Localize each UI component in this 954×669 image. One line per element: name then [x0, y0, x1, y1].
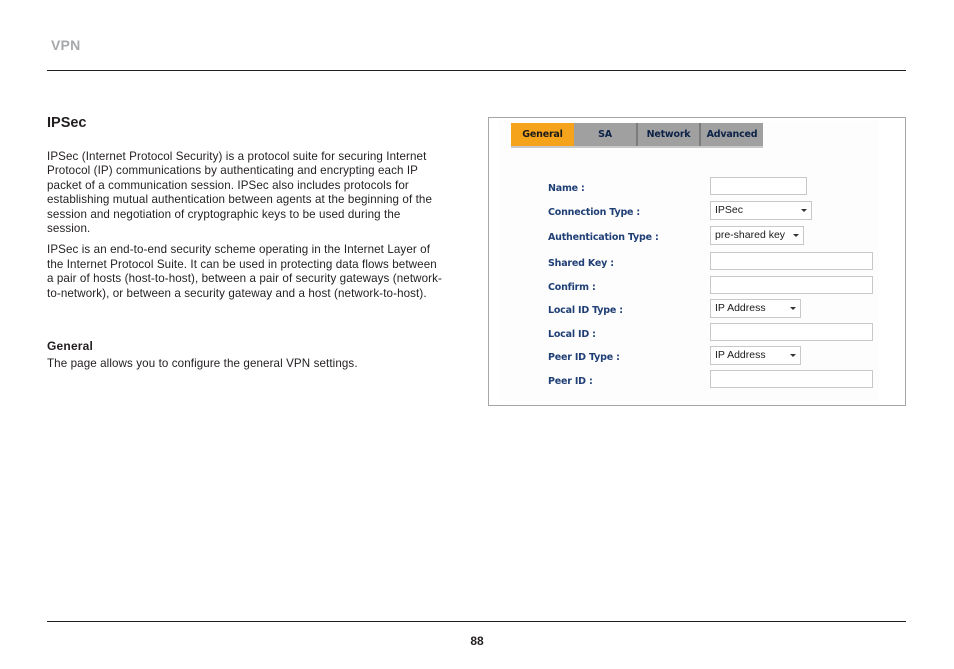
tab-advanced[interactable]: Advanced [701, 123, 763, 146]
authentication-type-value: pre-shared key [715, 229, 786, 241]
shared-key-label: Shared Key : [548, 258, 614, 269]
peer-id-type-value: IP Address [715, 349, 766, 361]
text-column [47, 115, 442, 378]
shared-key-input[interactable] [710, 252, 873, 270]
dropdown-caret-icon [790, 354, 796, 357]
local-id-label: Local ID : [548, 329, 596, 340]
authentication-type-label: Authentication Type : [548, 232, 659, 243]
connection-type-select[interactable] [710, 201, 812, 220]
dropdown-caret-icon [790, 307, 796, 310]
peer-id-input[interactable] [710, 370, 873, 388]
paragraph-2: IPSec is an end-to-end security scheme operating in the Internet Layer of the Internet Protocol Suite. It can be used in protecting data flows between a pair of hosts (host-to-host), between a pair of security gateways (network-to-network), or between a security gateway and a host (network-to-host). [47, 243, 442, 300]
peer-id-type-select[interactable] [710, 346, 801, 365]
name-label: Name : [548, 183, 585, 194]
tab-bar [511, 123, 763, 146]
connection-type-label: Connection Type : [548, 207, 640, 218]
settings-screenshot [488, 117, 906, 406]
peer-id-type-label: Peer ID Type : [548, 352, 620, 363]
tab-network[interactable]: Network [638, 123, 701, 146]
subheading-general: General [47, 339, 94, 354]
dropdown-caret-icon [801, 209, 807, 212]
general-description: The page allows you to configure the general VPN settings. [47, 357, 358, 371]
local-id-type-value: IP Address [715, 302, 766, 314]
tab-general[interactable]: General [511, 123, 574, 146]
dropdown-caret-icon [793, 234, 799, 237]
name-input[interactable] [710, 177, 807, 195]
authentication-type-select[interactable] [710, 226, 804, 245]
top-divider [47, 70, 906, 71]
connection-type-value: IPSec [715, 204, 744, 216]
confirm-label: Confirm : [548, 282, 596, 293]
tab-sa[interactable]: SA [574, 123, 638, 146]
local-id-type-select[interactable] [710, 299, 801, 318]
screenshot-canvas [499, 121, 879, 401]
peer-id-label: Peer ID : [548, 376, 593, 387]
bottom-divider [47, 621, 906, 622]
paragraph-1: IPSec (Internet Protocol Security) is a protocol suite for securing Internet Protocol (IP) communications by authenticating and encrypting each IP packet of a communication session. IPSec also includes protocols for establishing mutual authentication between agents at the beginning of the session and negotiation of cryptographic keys to be used during the session. [47, 150, 433, 236]
local-id-input[interactable] [710, 323, 873, 341]
local-id-type-label: Local ID Type : [548, 305, 623, 316]
page-number: 88 [470, 634, 484, 648]
page-heading: IPSec [47, 115, 87, 131]
confirm-input[interactable] [710, 276, 873, 294]
section-title: VPN [51, 37, 81, 53]
tab-underline [511, 146, 763, 148]
